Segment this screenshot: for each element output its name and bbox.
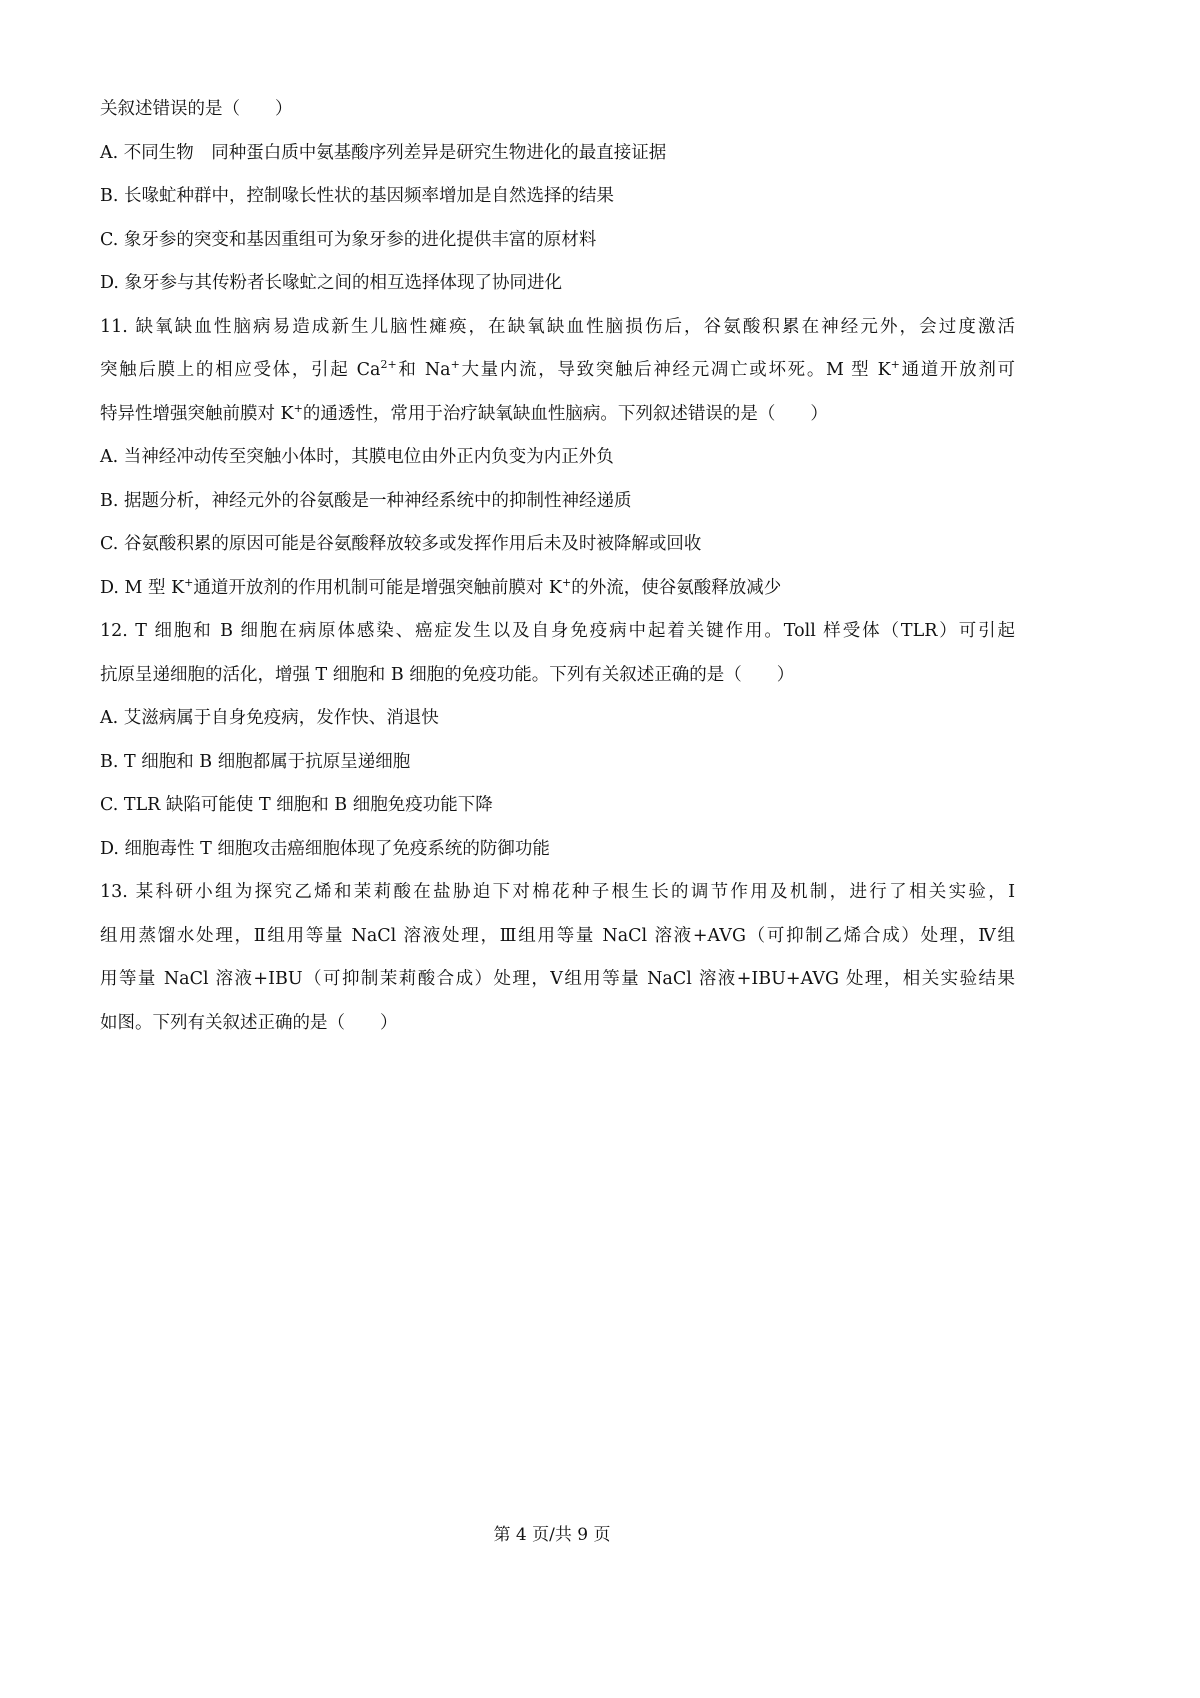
q12-stem-line-2: 抗原呈递细胞的活化，增强 T 细胞和 B 细胞的免疫功能。下列有关叙述正确的是（ ）	[100, 664, 795, 685]
q12-option-b: B. T 细胞和 B 细胞都属于抗原呈递细胞	[100, 751, 411, 772]
q11-na-charge: +	[450, 358, 460, 371]
q11-option-d-part-b: 通道开放剂的作用机制可能是增强突触前膜对 K	[193, 577, 563, 598]
q11-option-c: C. 谷氨酸积累的原因可能是谷氨酸释放较多或发挥作用后未及时被降解或回收	[100, 534, 702, 554]
q10-stem-tail: 关叙述错误的是（ ）	[100, 99, 293, 119]
q11-line2-part-c: 大量内流，导致突触后神经元凋亡或坏死。M 型 K	[459, 360, 891, 380]
question-11	[100, 306, 1015, 611]
q12-option-a: A. 艾滋病属于自身免疫病，发作快、消退快	[100, 708, 439, 728]
q11-stem-line-1: 11. 缺氧缺血性脑病易造成新生儿脑性瘫痪，在缺氧缺血性脑损伤后，谷氨酸积累在神经元外，会过度激活	[100, 316, 1015, 337]
q11-line3-part-a: 特异性增强突触前膜对 K	[100, 403, 294, 424]
q11-stem-line-3	[100, 393, 1015, 437]
q11-line3-part-b: 的通透性，常用于治疗缺氧缺血性脑病。下列叙述错误的是（ ）	[302, 403, 828, 424]
q11-stem-line-2	[100, 349, 1015, 393]
q12-option-d: D. 细胞毒性 T 细胞攻击癌细胞体现了免疫系统的防御功能	[100, 838, 550, 859]
q11-option-d-part-a: D. M 型 K	[100, 577, 185, 598]
q10-option-a: A. 不同生物 同种蛋白质中氨基酸序列差异是研究生物进化的最直接证据	[100, 142, 667, 163]
q11-option-b: B. 据题分析，神经元外的谷氨酸是一种神经系统中的抑制性神经递质	[100, 490, 632, 511]
q11-ca-charge: 2+	[380, 358, 397, 371]
q11-line3-k-charge: +	[293, 401, 303, 415]
q13-stem-line-1: 13. 某科研小组为探究乙烯和茉莉酸在盐胁迫下对棉花种子根生长的调节作用及机制，进行了相关实验，Ⅰ	[100, 882, 1015, 902]
question-13	[100, 871, 1015, 1045]
q13-stem-line-2: 组用蒸馏水处理，Ⅱ组用等量 NaCl 溶液处理，Ⅲ组用等量 NaCl 溶液+AVG（可抑制乙烯合成）处理，Ⅳ组	[100, 925, 1015, 946]
q11-option-d	[100, 567, 1015, 611]
q11-option-d-k-charge-2: +	[562, 575, 572, 589]
page-number-footer: 第 4 页/共 9 页	[493, 1525, 611, 1545]
q10-option-d: D. 象牙参与其传粉者长喙虻之间的相互选择体现了协同进化	[100, 273, 563, 293]
q12-stem-line-1: 12. T 细胞和 B 细胞在病原体感染、癌症发生以及自身免疫病中起着关键作用。Toll 样受体（TLR）可引起	[100, 621, 1015, 641]
q11-line2-part-a: 突触后膜上的相应受体，引起 Ca	[100, 360, 381, 380]
q11-line2-part-d: 通道开放剂可	[899, 360, 1016, 380]
question-12	[100, 610, 1015, 871]
q13-stem-line-3: 用等量 NaCl 溶液+IBU（可抑制茉莉酸合成）处理，Ⅴ组用等量 NaCl 溶液+IBU+AVG 处理，相关实验结果	[100, 969, 1015, 989]
q11-option-a: A. 当神经冲动传至突触小体时，其膜电位由外正内负变为内正外负	[100, 447, 614, 467]
q11-option-d-k-charge-1: +	[184, 575, 194, 589]
q12-option-c: C. TLR 缺陷可能使 T 细胞和 B 细胞免疫功能下降	[100, 795, 493, 815]
page-content	[100, 88, 1015, 1045]
q11-k-charge: +	[890, 358, 900, 371]
q10-option-b: B. 长喙虻种群中，控制喙长性状的基因频率增加是自然选择的结果	[100, 186, 614, 206]
q10-option-c: C. 象牙参的突变和基因重组可为象牙参的进化提供丰富的原材料	[100, 229, 597, 250]
q11-line2-part-b: 和 Na	[396, 360, 451, 380]
question-10	[100, 88, 1015, 306]
q13-stem-line-4: 如图。下列有关叙述正确的是（ ）	[100, 1012, 398, 1033]
q11-option-d-part-c: 的外流，使谷氨酸释放减少	[571, 577, 782, 598]
